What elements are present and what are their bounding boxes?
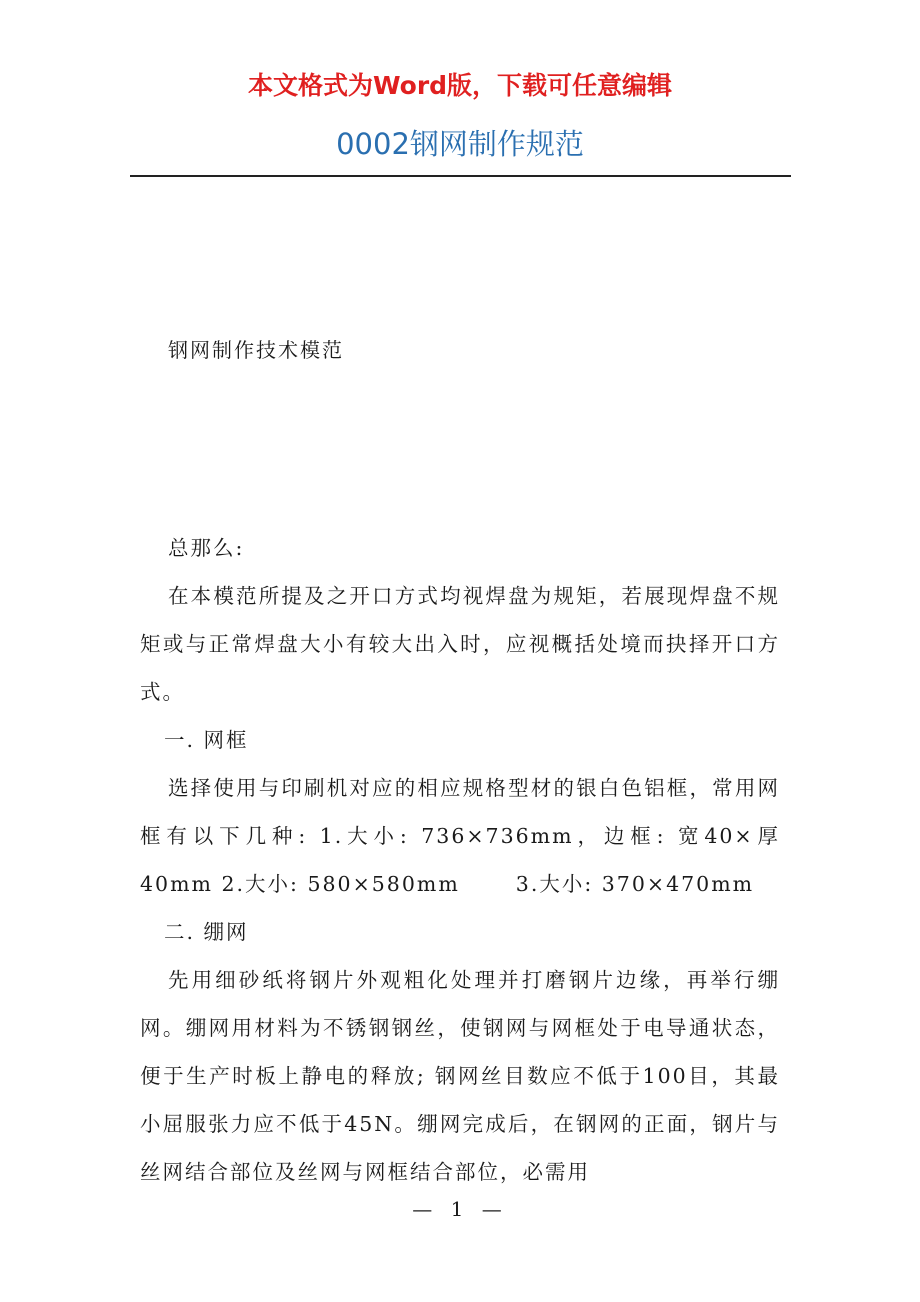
section-1-heading: 一. 网框 [164,728,249,752]
title-divider [130,175,791,177]
section-1-text-a: 选择使用与印刷机对应的相应规格型材的银白色铝框，常用网框有以下几种: 1.大小: 736×736mm，边框: 宽40×厚40mm 2.大小: 580×580mm [140,776,780,896]
section-2-heading: 二. 绷网 [164,920,249,944]
section-1-text-b: 3.大小: 370×470mm [515,872,755,896]
section-1-paragraph [140,764,780,908]
document-subtitle: 钢网制作技术模范 [168,338,344,362]
document-title: 0002钢网制作规范 [336,127,584,161]
general-paragraph: 在本模范所提及之开口方式均视焊盘为规矩，若展现焊盘不规矩或与正常焊盘大小有较大出入时，应视概括处境而抉择开口方式。 [140,584,780,704]
document-banner: 本文格式为Word版，下载可任意编辑 [247,71,673,100]
section-2-paragraph: 先用细砂纸将钢片外观粗化处理并打磨钢片边缘，再举行绷网。绷网用材料为不锈钢钢丝，使钢网与网框处于电导通状态，便于生产时板上静电的释放; 钢网丝目数应不低于100目，其最小屈服张力应不低于45N。绷网完成后，在钢网的正面，钢片与丝网结合部位及丝网与网框结合部位，必需用 [140,968,780,1184]
document-body [140,524,780,1196]
page-number: — 1 — [412,1197,508,1221]
general-label: 总那么: [168,536,245,560]
